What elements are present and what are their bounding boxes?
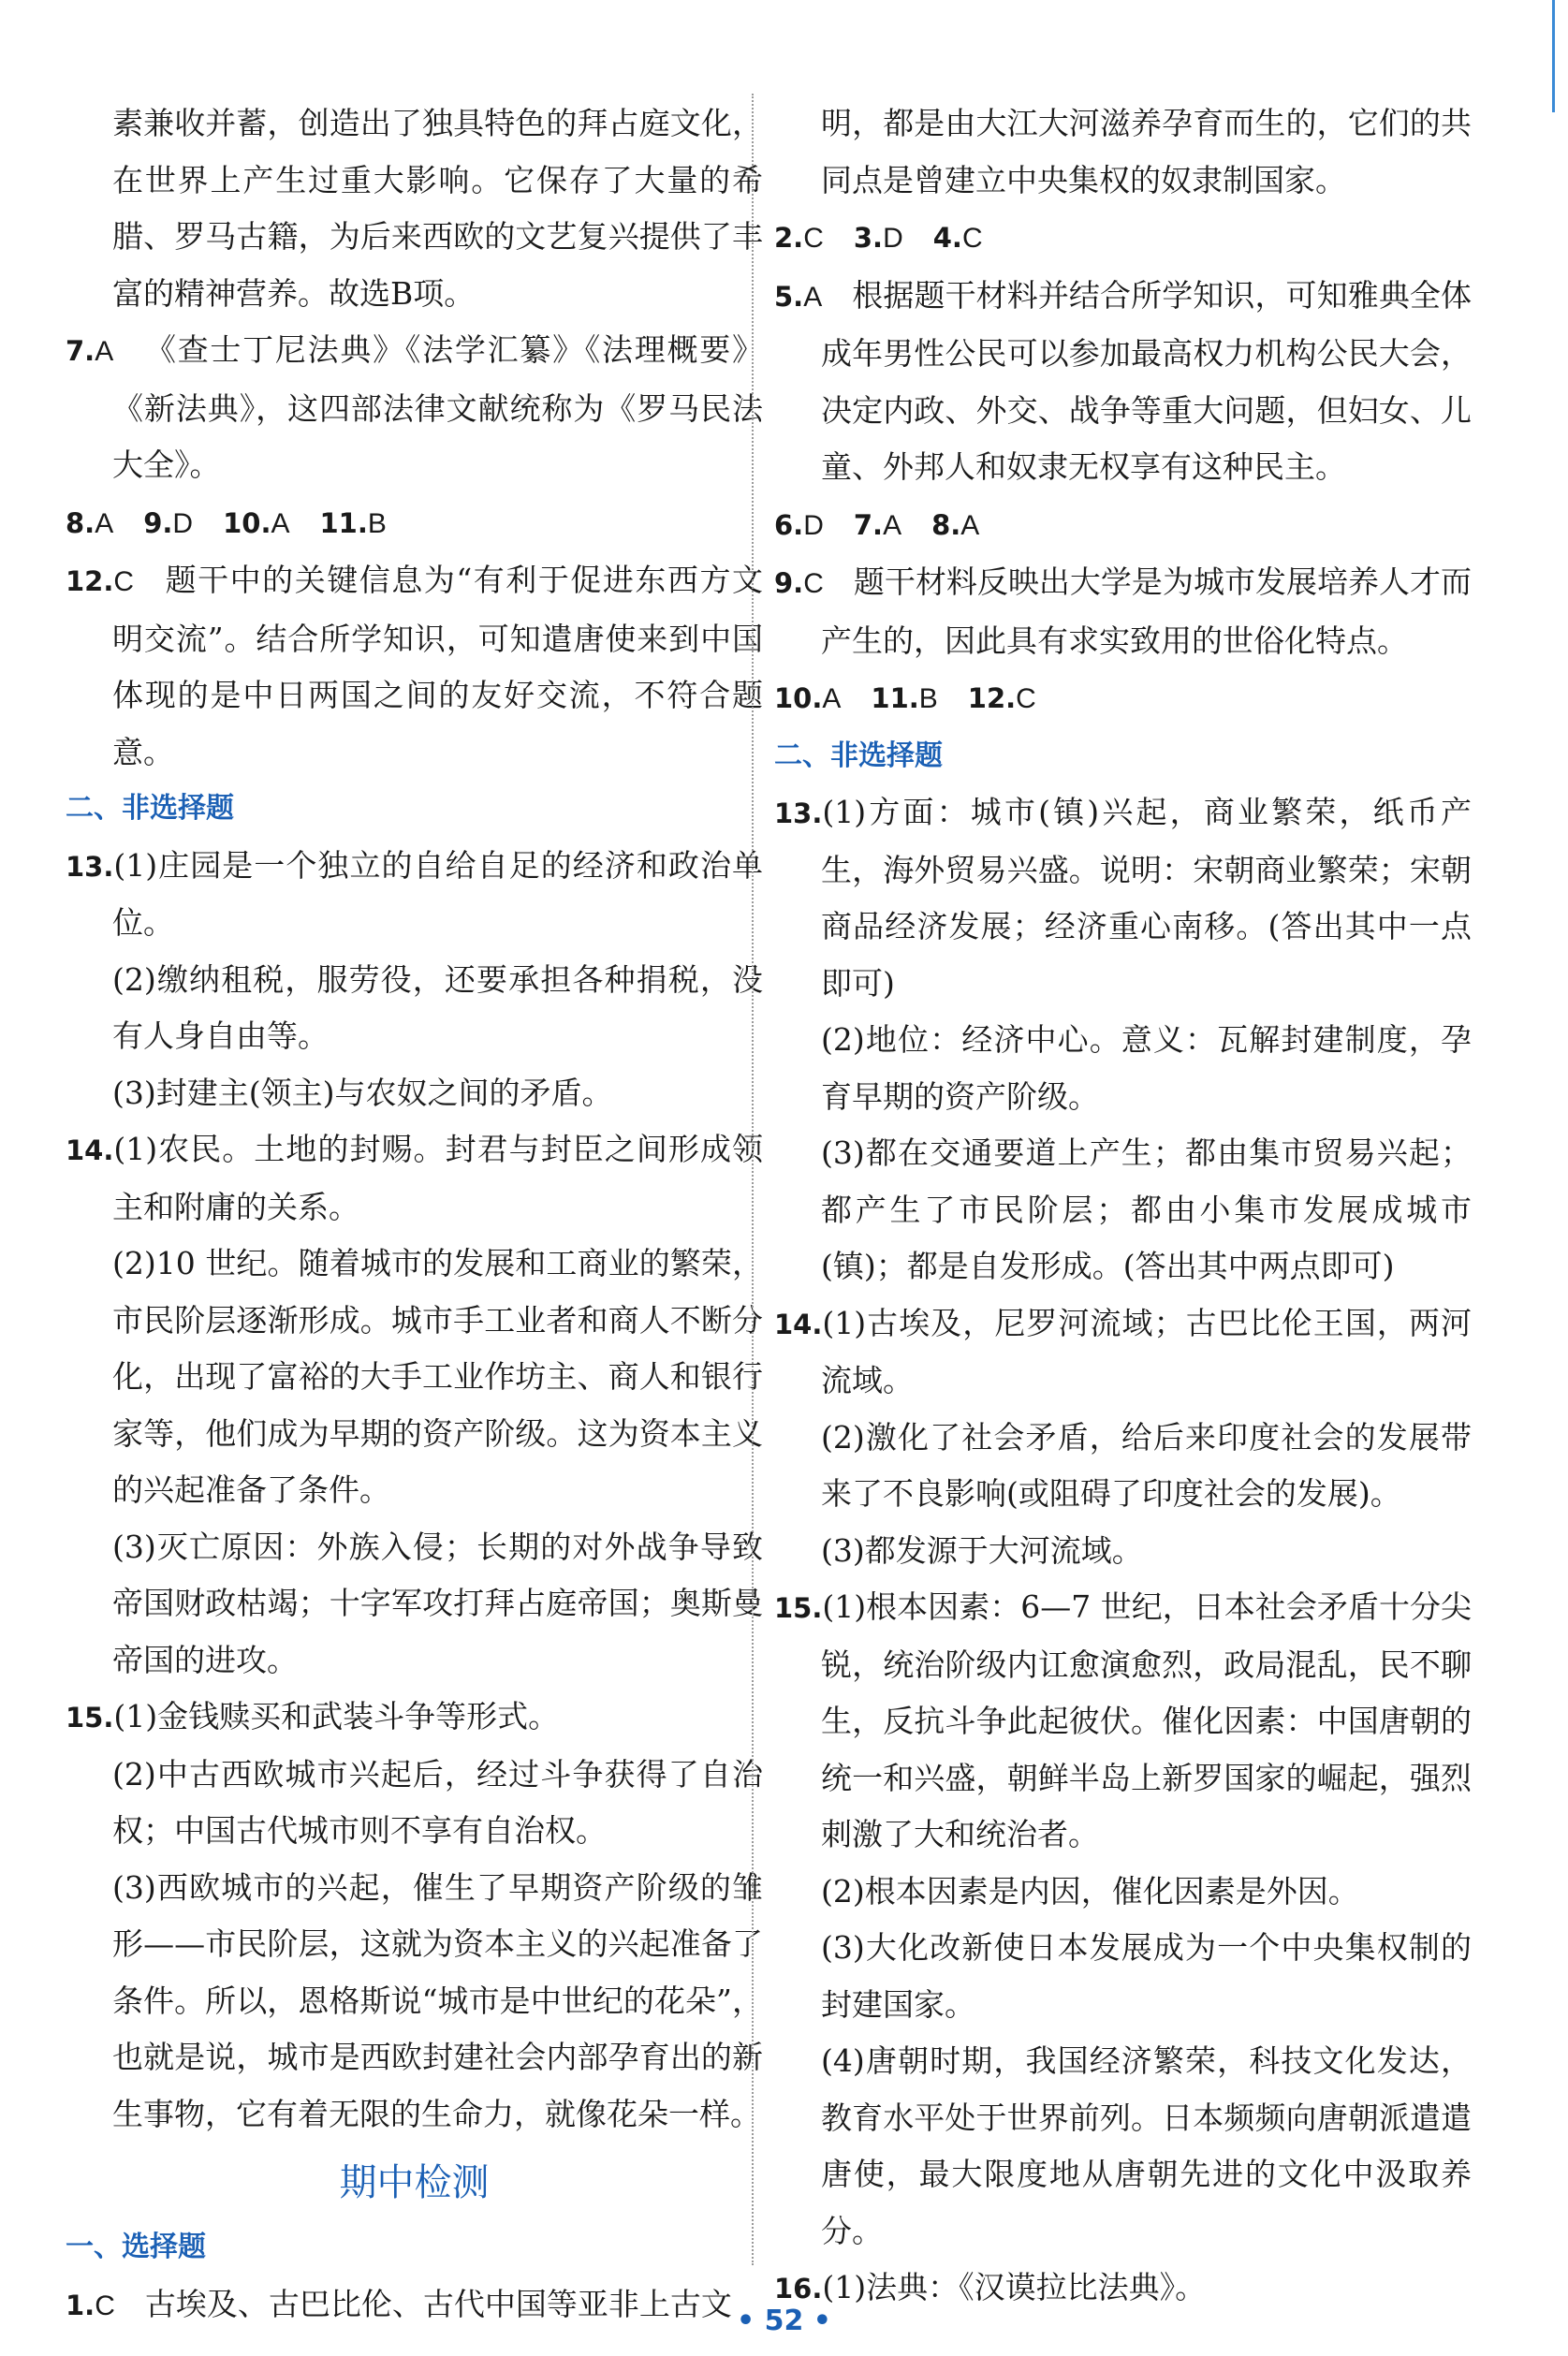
answer-15-part-4: (4)唐朝时期，我国经济繁荣，科技文化发达，教育水平处于世界前列。日本频频向唐朝派遣遣唐使，最大限度地从唐朝先进的文化中汲取养分。: [821, 2042, 1472, 2249]
continued-answer: 素兼收并蓄，创造出了独具特色的拜占庭文化，在世界上产生过重大影响。它保存了大量的希腊、罗马古籍，为后来西欧的文艺复兴提供了丰富的精神营养。故选B项。: [112, 105, 763, 312]
answer-14: 14.(1)古埃及，尼罗河流域；古巴比伦王国，两河流域。: [774, 1304, 1472, 1398]
answer-14-part-3: (3)灭亡原因：外族入侵；长期的对外战争导致帝国财政枯竭；十字军攻打拜占庭帝国；奥斯曼帝国的进攻。: [112, 1528, 763, 1678]
answers-row-10-12: 10.A 11.B 12.C: [774, 682, 1036, 714]
answers-row-6-8: 6.D 7.A 8.A: [774, 508, 980, 541]
answer-5: 5.A 根据题干材料并结合所学知识，可知雅典全体成年男性公民可以参加最高权力机构公民大会，决定内政、外交、战争等重大问题，但妇女、儿童、外邦人和奴隶无权享有这种民主。: [774, 276, 1472, 485]
answer-15: 15.(1)根本因素：6—7 世纪，日本社会矛盾十分尖锐，统治阶级内讧愈演愈烈，政局混乱，民不聊生，反抗斗争此起彼伏。催化因素：中国唐朝的统一和兴盛，朝鲜半岛上新罗国家的崛起，强烈刺激了大和统治者。: [774, 1588, 1472, 1852]
answer-15-part-3: (3)西欧城市的兴起，催生了早期资产阶级的雏形——市民阶层，这就为资本主义的兴起准备了条件。所以，恩格斯说“城市是中世纪的花朵”，也就是说，城市是西欧封建社会内部孕育出的新生事物，它有着无限的生命力，就像花朵一样。: [112, 1868, 763, 2132]
answer-12: 12.C 题干中的关键信息为“有利于促进东西方文明交流”。结合所学知识，可知遣唐使来到中国体现的是中日两国之间的友好交流，不符合题意。: [66, 562, 763, 770]
answer-15: 15.(1)金钱赎买和武装斗争等形式。: [66, 1698, 560, 1734]
answer-15-part-3: (3)大化改新使日本发展成为一个中央集权制的封建国家。: [821, 1929, 1472, 2023]
answer-14-part-2: (2)激化了社会矛盾，给后来印度社会的发展带来了不良影响(或阻碍了印度社会的发展)。: [821, 1418, 1472, 1512]
left-column: [66, 95, 763, 2334]
answers-row-8-11: 8.A 9.D 10.A 11.B: [66, 506, 387, 539]
answer-13-part-3: (3)都在交通要道上产生；都由集市贸易兴起；都产生了市民阶层；都由小集市发展成城市(镇)；都是自发形成。(答出其中两点即可): [821, 1134, 1472, 1284]
section-heading-choice: 一、选择题: [66, 2231, 206, 2263]
answer-7: 7.A 《查士丁尼法典》《法学汇纂》《法理概要》《新法典》，这四部法律文献统称为《罗马民法大全》。: [66, 331, 763, 483]
section-title-midterm: 期中检测: [339, 2161, 490, 2204]
page-edge-bar: [1552, 0, 1555, 112]
column-divider: [752, 94, 754, 2265]
answer-13: 13.(1)庄园是一个独立的自给自足的经济和政治单位。: [66, 846, 763, 941]
answer-13-part-2: (2)地位：经济中心。意义：瓦解封建制度，孕育早期的资产阶级。: [821, 1021, 1472, 1115]
answer-13-part-3: (3)封建主(领主)与农奴之间的矛盾。: [112, 1074, 613, 1111]
right-column: [774, 95, 1472, 2318]
section-heading-nonchoice: 二、非选择题: [774, 739, 943, 772]
answer-16: 16.(1)法典：《汉谟拉比法典》。: [774, 2269, 1207, 2305]
continued-answer-1: 明，都是由大江大河滋养孕育而生的，它们的共同点是曾建立中央集权的奴隶制国家。: [821, 105, 1472, 198]
answer-14-part-3: (3)都发源于大河流域。: [821, 1531, 1143, 1569]
answer-13: 13.(1)方面：城市(镇)兴起，商业繁荣，纸币产生，海外贸易兴盛。说明：宋朝商业繁荣；宋朝商品经济发展；经济重心南移。(答出其中一点即可): [774, 794, 1472, 1002]
answer-14-part-2: (2)10 世纪。随着城市的发展和工商业的繁荣，市民阶层逐渐形成。城市手工业者和商人不断分化，出现了富裕的大手工业作坊主、商人和银行家等，他们成为早期的资产阶级。这为资本主义的兴起准备了条件。: [112, 1245, 763, 1508]
page-number: • 52 •: [737, 2305, 831, 2337]
answer-1: 1.C 古埃及、古巴比伦、古代中国等亚非上古文: [66, 2285, 732, 2322]
answer-15-part-2: (2)根本因素是内因，催化因素是外因。: [821, 1872, 1359, 1910]
answers-row-2-4: 2.C 3.D 4.C: [774, 222, 983, 254]
answer-9: 9.C 题干材料反映出大学是为城市发展培养人才而产生的，因此具有求实致用的世俗化特点。: [774, 563, 1472, 659]
answer-14: 14.(1)农民。土地的封赐。封君与封臣之间形成领主和附庸的关系。: [66, 1131, 763, 1225]
answer-13-part-2: (2)缴纳租税，服劳役，还要承担各种捐税，没有人身自由等。: [112, 960, 763, 1054]
answer-15-part-2: (2)中古西欧城市兴起后，经过斗争获得了自治权；中国古代城市则不享有自治权。: [112, 1755, 763, 1849]
section-heading-nonchoice: 二、非选择题: [66, 792, 234, 825]
